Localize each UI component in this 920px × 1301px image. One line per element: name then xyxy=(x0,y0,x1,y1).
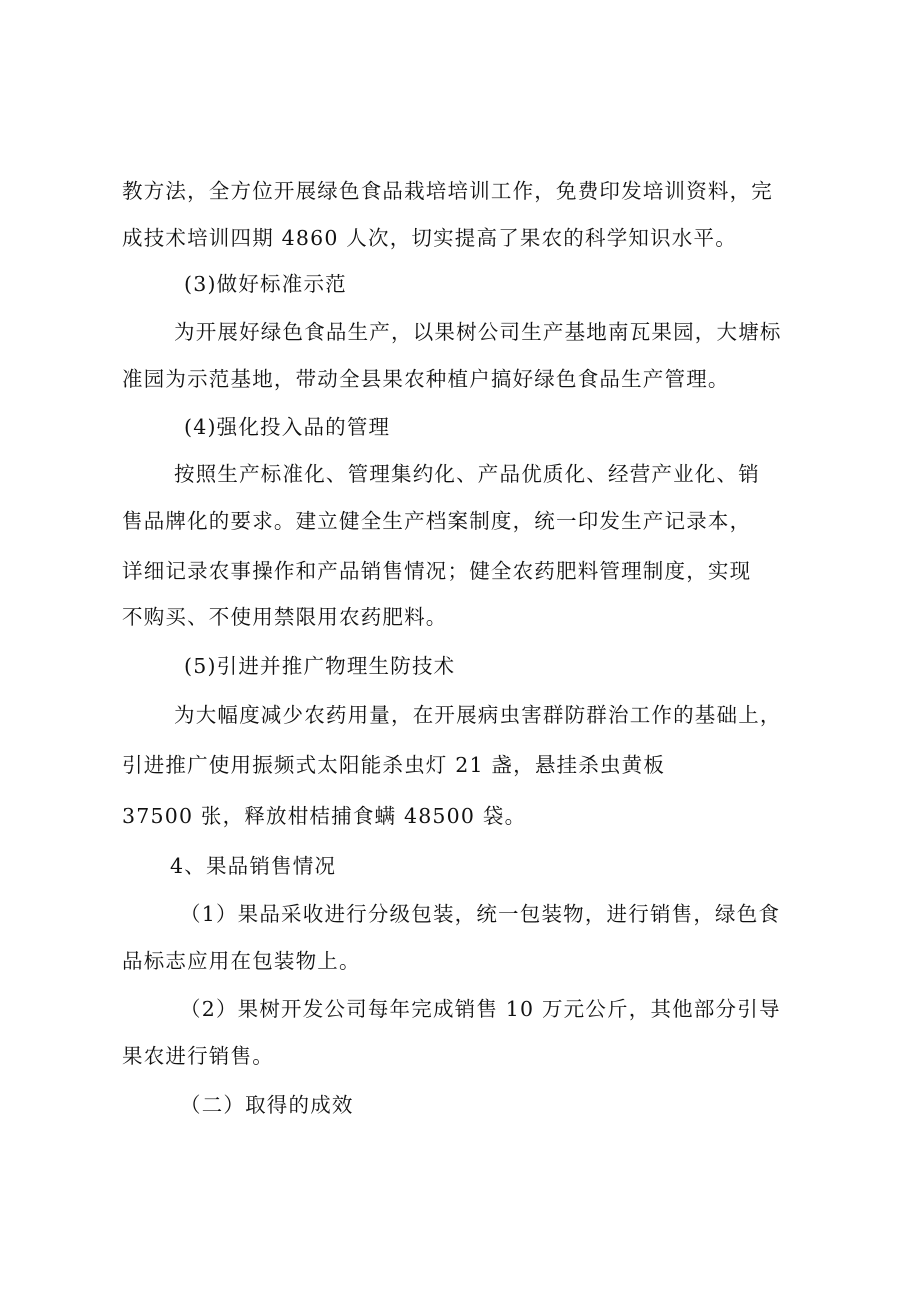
section-heading: （二）取得的成效 xyxy=(180,1093,354,1117)
paragraph-line: 为大幅度减少农药用量，在开展病虫害群防群治工作的基础上， xyxy=(174,703,782,727)
paragraph-line: （2）果树开发公司每年完成销售 10 万元公斤，其他部分引导 xyxy=(180,997,781,1021)
paragraph-line: 成技术培训四期 4860 人次，切实提高了果农的科学知识水平。 xyxy=(122,226,737,250)
paragraph-line: 教方法，全方位开展绿色食品栽培培训工作，免费印发培训资料，完 xyxy=(122,179,773,203)
paragraph-line: （1）果品采收进行分级包装，统一包装物，进行销售，绿色食 xyxy=(180,902,781,926)
section-heading: (5)引进并推广物理生防技术 xyxy=(184,654,456,678)
paragraph-line: 准园为示范基地，带动全县果农种植户搞好绿色食品生产管理。 xyxy=(122,367,730,391)
paragraph-line: 不购买、不使用禁限用农药肥料。 xyxy=(122,605,448,629)
section-heading: (4)强化投入品的管理 xyxy=(184,415,391,439)
paragraph-line: 售品牌化的要求。建立健全生产档案制度，统一印发生产记录本， xyxy=(122,509,752,533)
section-heading: 4、果品销售情况 xyxy=(170,854,337,878)
paragraph-line: 品标志应用在包装物上。 xyxy=(122,949,361,973)
paragraph-line: 详细记录农事操作和产品销售情况；健全农药肥料管理制度，实现 xyxy=(122,559,752,583)
paragraph-line: 为开展好绿色食品生产，以果树公司生产基地南瓦果园，大塘标 xyxy=(174,320,782,344)
paragraph-line: 引进推广使用振频式太阳能杀虫灯 21 盏，悬挂杀虫黄板 xyxy=(122,753,666,777)
paragraph-line: 37500 张，释放柑桔捕食螨 48500 袋。 xyxy=(122,804,527,828)
paragraph-line: 果农进行销售。 xyxy=(122,1044,274,1068)
paragraph-line: 按照生产标准化、管理集约化、产品优质化、经营产业化、销 xyxy=(174,462,760,486)
section-heading: (3)做好标准示范 xyxy=(184,272,347,296)
